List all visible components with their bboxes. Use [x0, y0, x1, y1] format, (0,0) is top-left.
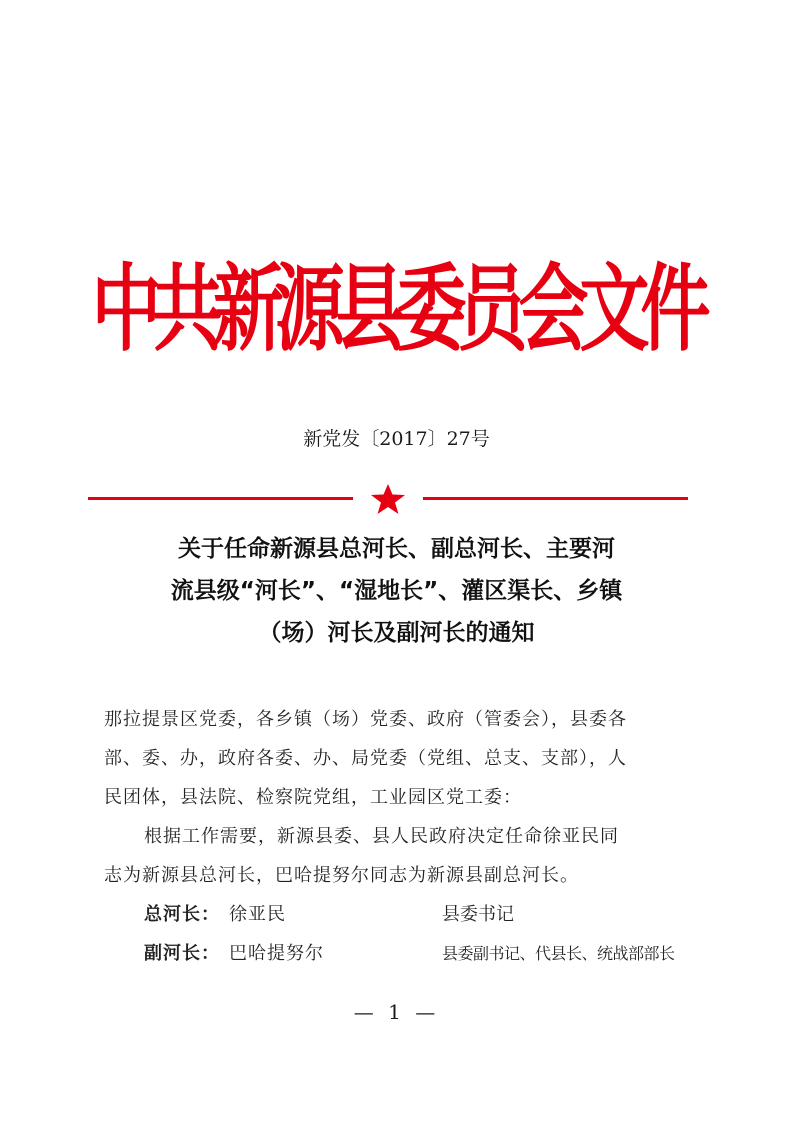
notice-body — [104, 700, 684, 973]
appointment-post: 县委副书记、代县长、统战部部长 — [442, 944, 675, 963]
document-header-title: 中共新源县委员会文件 — [91, 253, 702, 365]
divider-line-right — [423, 497, 688, 500]
page-number: — 1 — — [353, 1000, 440, 1024]
appointment-role: 总河长： — [144, 904, 220, 925]
appointment-row — [104, 895, 684, 934]
star-icon — [369, 484, 407, 514]
divider-line-left — [88, 497, 353, 500]
recipients-line: 民团体，县法院、检察院党组，工业园区党工委： — [104, 787, 522, 808]
document-number: 新党发〔2017〕27号 — [303, 428, 490, 450]
appointment-name: 巴哈提努尔 — [229, 943, 324, 964]
notice-title-line: （场）河长及副河长的通知 — [258, 620, 535, 646]
notice-title-line: 流县级“河长”、“湿地长”、灌区渠长、乡镇 — [170, 578, 623, 604]
recipients-line: 部、委、办，政府各委、办、局党委（党组、总支、支部），人 — [104, 748, 627, 769]
paragraph-line: 根据工作需要，新源县委、县人民政府决定任命徐亚民同 — [144, 826, 619, 847]
appointment-name: 徐亚民 — [229, 904, 286, 925]
recipients-line: 那拉提景区党委，各乡镇（场）党委、政府（管委会），县委各 — [104, 709, 627, 730]
appointment-row — [104, 934, 684, 973]
notice-title-line: 关于任命新源县总河长、副总河长、主要河 — [178, 536, 615, 562]
notice-title — [100, 528, 693, 654]
appointment-role: 副河长： — [144, 943, 220, 964]
paragraph-line: 志为新源县总河长，巴哈提努尔同志为新源县副总河长。 — [104, 865, 579, 886]
appointment-post: 县委书记 — [442, 904, 514, 925]
red-divider — [88, 486, 688, 512]
